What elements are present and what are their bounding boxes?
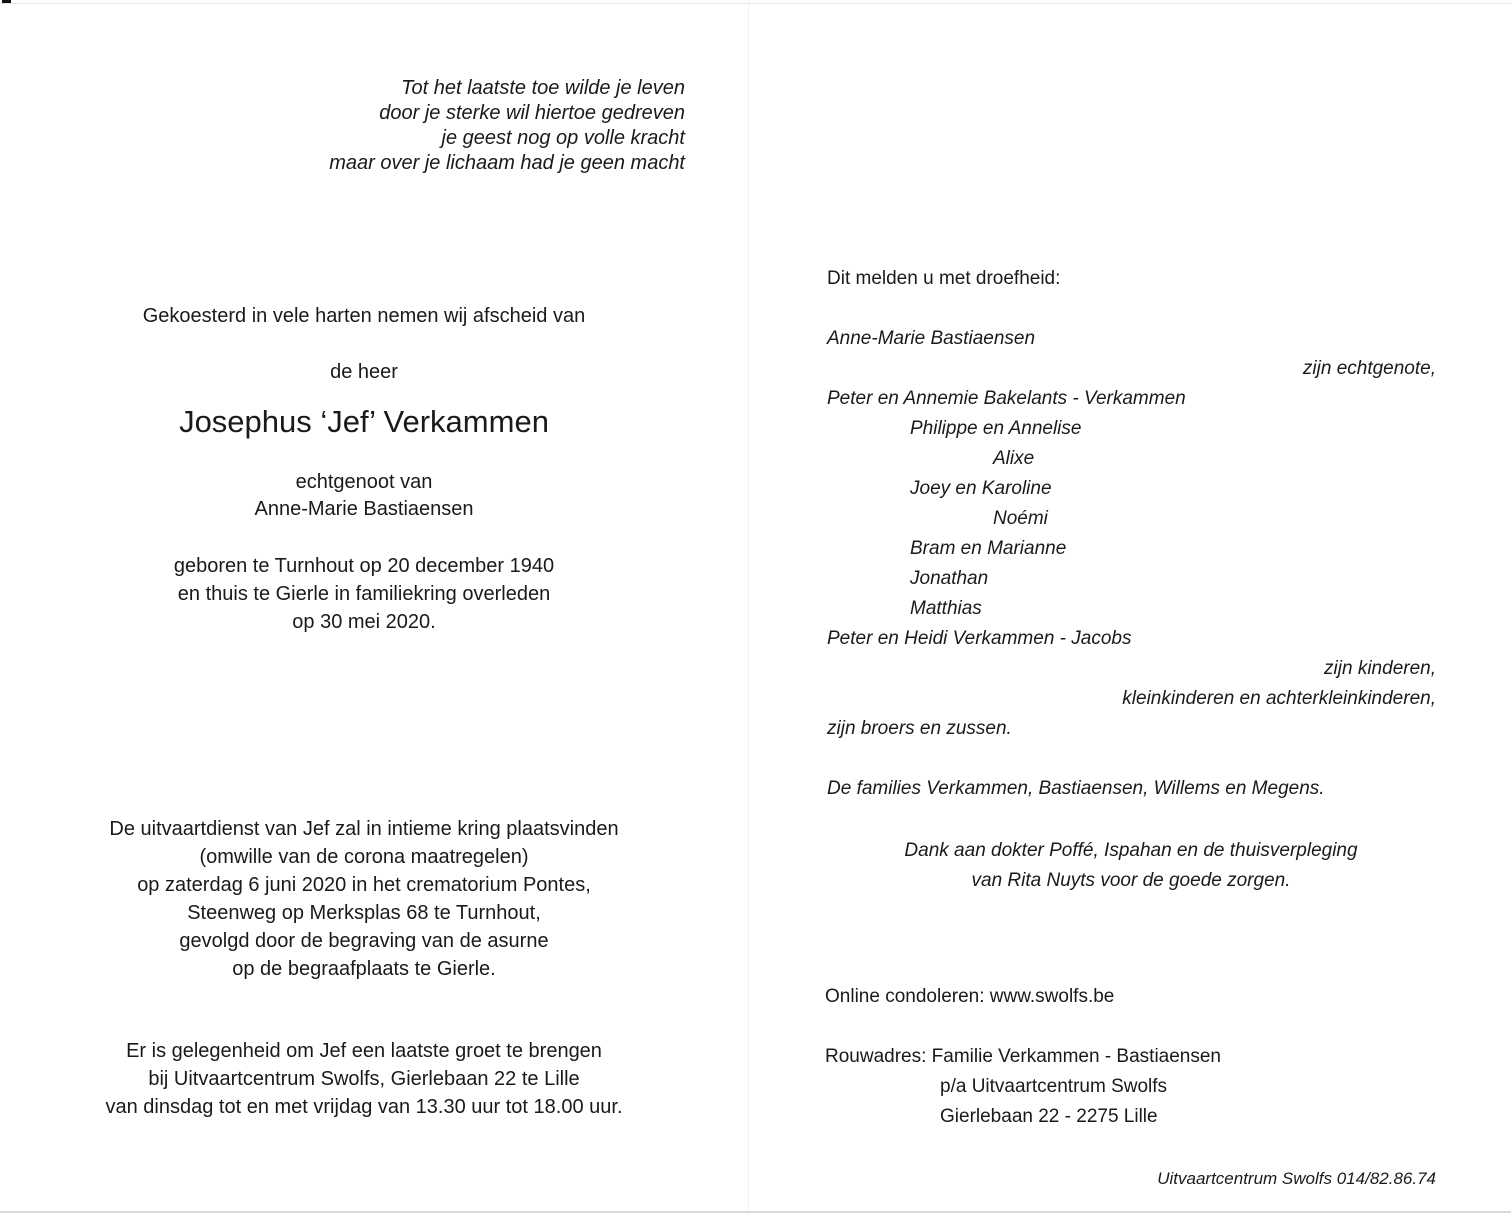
service-line: op de begraafplaats te Gierle. (232, 958, 496, 980)
title-prefix: de heer (330, 361, 398, 383)
service-line: De uitvaartdienst van Jef zal in intieme kring plaatsvinden (109, 818, 619, 840)
family-grandchild-1: Philippe en Annelise (910, 418, 1082, 439)
spouse-line: Anne-Marie Bastiaensen (254, 498, 474, 520)
visitation-info (64, 1037, 664, 1121)
poem (250, 76, 685, 176)
service-line: Steenweg op Merksplas 68 te Turnhout, (187, 902, 541, 924)
family-child-2: Peter en Heidi Verkammen - Jacobs (827, 628, 1132, 649)
address-line-3: Gierlebaan 22 - 2275 Lille (940, 1106, 1158, 1127)
page-top-edge (0, 3, 1511, 4)
family-families: De families Verkammen, Bastiaensen, Willems en Megens. (827, 778, 1325, 799)
life-line: geboren te Turnhout op 20 december 1940 (173, 555, 555, 577)
family-great-grandchild-1: Alixe (993, 448, 1035, 469)
footer-funeral-home: Uitvaartcentrum Swolfs 014/82.86.74 (1157, 1169, 1436, 1188)
life-line: op 30 mei 2020. (292, 611, 436, 633)
poem-line: door je sterke wil hiertoe gedreven (379, 102, 685, 124)
service-line: (omwille van de corona maatregelen) (199, 846, 529, 868)
poem-line: je geest nog op volle kracht (441, 127, 685, 149)
visitation-line: Er is gelegenheid om Jef een laatste groet te brengen (126, 1040, 602, 1062)
thanks-block (831, 836, 1431, 896)
scan-mark (2, 0, 11, 3)
service-line: gevolgd door de begraving van de asurne (179, 930, 549, 952)
service-line: op zaterdag 6 juni 2020 in het crematorium Pontes, (137, 874, 591, 896)
life-line: en thuis te Gierle in familiekring overleden (177, 583, 551, 605)
visitation-line: van dinsdag tot en met vrijdag van 13.30 uur tot 18.00 uur. (105, 1096, 623, 1118)
address-line-1: Rouwadres: Familie Verkammen - Bastiaensen (825, 1046, 1222, 1067)
family-spouse-name: Anne-Marie Bastiaensen (827, 328, 1036, 349)
life-dates (64, 552, 664, 636)
poem-line: Tot het laatste toe wilde je leven (401, 77, 685, 99)
announce-header: Dit melden u met droefheid: (827, 268, 1061, 289)
family-grandchild-4: Jonathan (910, 568, 989, 589)
family-siblings: zijn broers en zussen. (827, 718, 1012, 739)
family-grandchildren-role: kleinkinderen en achterkleinkinderen, (1122, 688, 1436, 709)
page-bottom-edge (0, 1211, 1511, 1213)
family-child-1: Peter en Annemie Bakelants - Verkammen (827, 388, 1186, 409)
poem-line: maar over je lichaam had je geen macht (329, 152, 685, 174)
family-grandchild-2: Joey en Karoline (910, 478, 1052, 499)
service-info (64, 815, 664, 983)
intro-text: Gekoesterd in vele harten nemen wij afscheid van (142, 305, 586, 327)
spouse-line: echtgenoot van (295, 471, 433, 493)
family-great-grandchild-2: Noémi (993, 508, 1048, 529)
thanks-line: Dank aan dokter Poffé, Ispahan en de thuisverpleging (904, 840, 1358, 861)
family-grandchild-5: Matthias (910, 598, 982, 619)
thanks-line: van Rita Nuyts voor de goede zorgen. (971, 870, 1291, 891)
family-spouse-role: zijn echtgenote, (1302, 358, 1436, 379)
family-children-role: zijn kinderen, (1324, 658, 1436, 679)
visitation-line: bij Uitvaartcentrum Swolfs, Gierlebaan 22 te Lille (148, 1068, 580, 1090)
online-condolence: Online condoleren: www.swolfs.be (825, 986, 1115, 1007)
address-line-2: p/a Uitvaartcentrum Swolfs (940, 1076, 1168, 1097)
center-fold (748, 0, 749, 1215)
deceased-name: Josephus ‘Jef’ Verkammen (179, 404, 549, 439)
family-grandchild-3: Bram en Marianne (910, 538, 1067, 559)
spouse-block (64, 469, 664, 523)
